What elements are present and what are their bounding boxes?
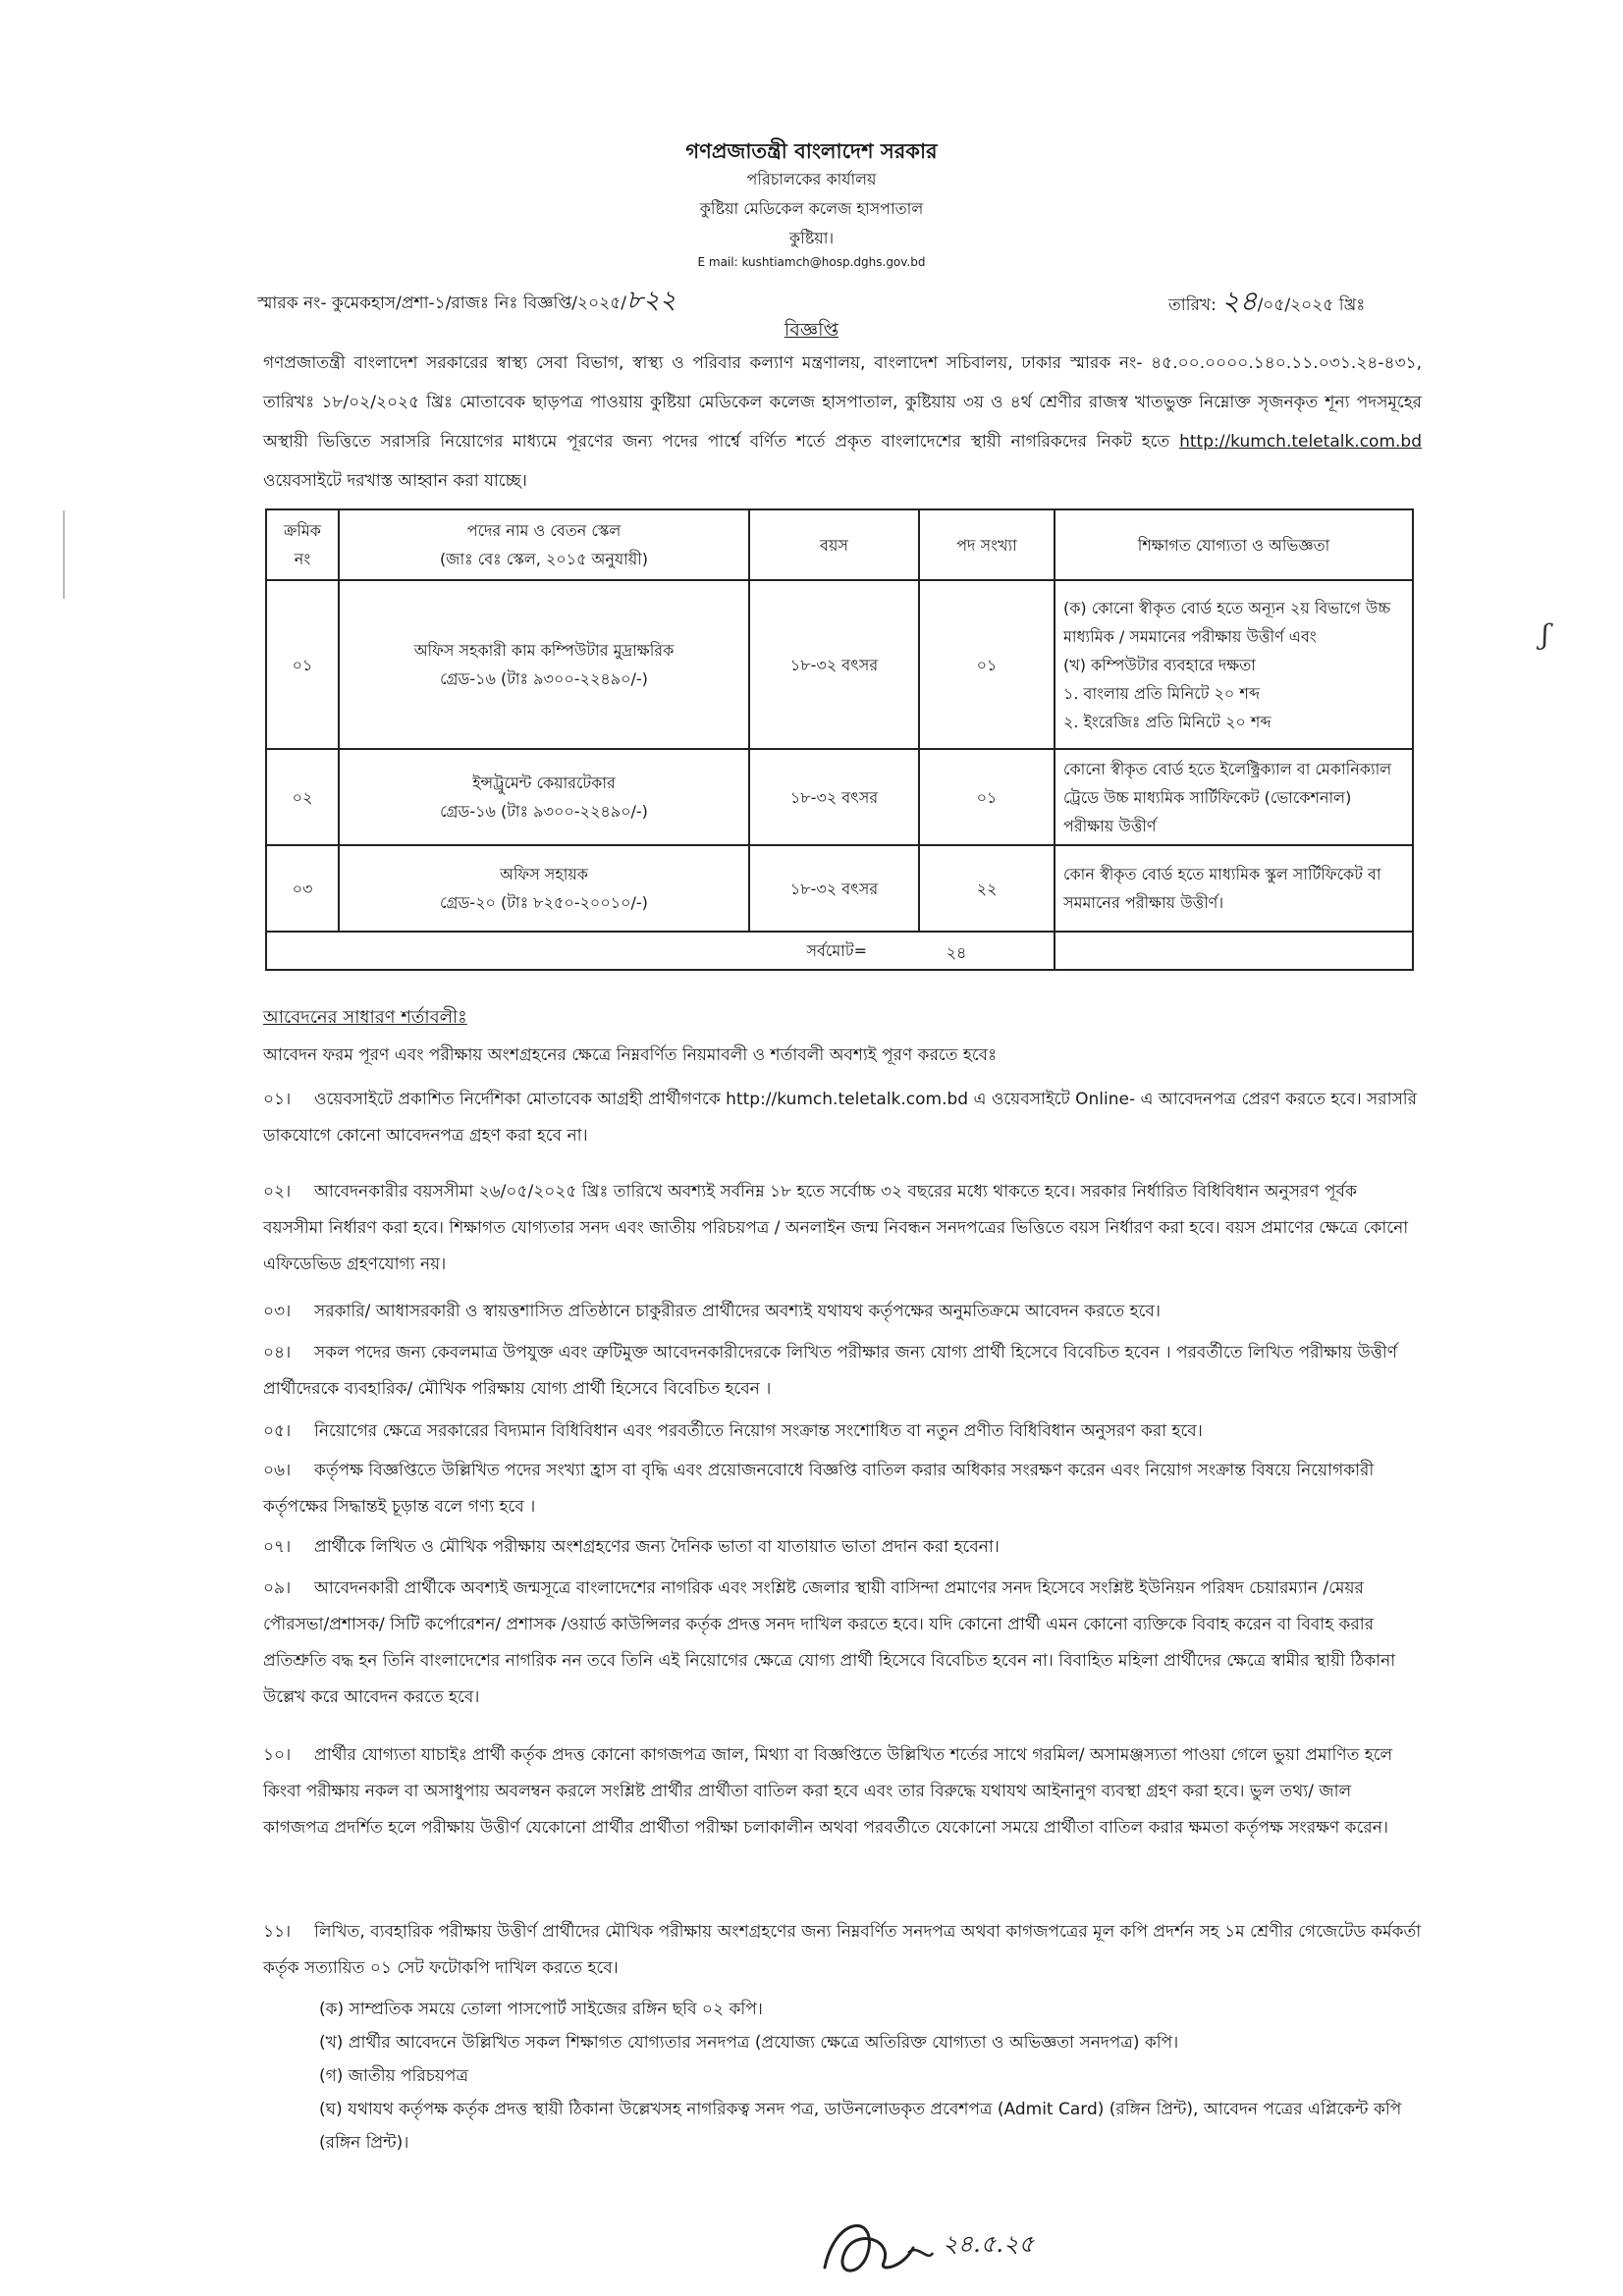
document-item: (ক) সাম্প্রতিক সময়ে তোলা পাসপোর্ট সাইজের রঙ্গিন ছবি ০২ কপি। — [319, 2000, 763, 2019]
condition-item — [263, 1294, 1422, 1330]
memo-ref-label: স্মারক নং- কুমেকহাস/প্রশা-১/রাজঃ নিঃ বিজ্ঞপ্তি/২০২৫/ — [257, 294, 626, 313]
row-age: ১৮-৩২ বৎসর — [749, 845, 919, 932]
row-serial: ০১ — [266, 580, 339, 749]
memo-ref-handwritten: ৮২২ — [625, 286, 676, 315]
row-post-grade: গ্রেড-২০ (টাঃ ৮২৫০-২০০১০/-) — [440, 893, 648, 912]
table-row — [266, 580, 1413, 749]
condition-text: ওয়েবসাইটে প্রকাশিত নির্দেশিকা মোতাবেক আগ্রহী প্রার্থীগণকে http://kumch.teletalk.com.bd এ ওয়েবসাইটে Online- এ আবেদনপত্র প্রেরণ করতে হবে। সরাসরি ডাকযোগে কোনো আবেদনপত্র গ্রহণ করা হবে না। — [263, 1090, 1418, 1146]
row-age: ১৮-৩২ বৎসর — [749, 580, 919, 749]
table-header-row — [266, 509, 1413, 580]
govt-title: গণপ্রজাতন্ত্রী বাংলাদেশ সরকার — [685, 139, 938, 163]
row-count: ০১ — [919, 580, 1055, 749]
office-name: পরিচালকের কার্যালয় — [746, 170, 877, 188]
table-row — [266, 749, 1413, 845]
condition-text: কর্তৃপক্ষ বিজ্ঞপ্তিতে উল্লিখিত পদের সংখ্যা হ্রাস বা বৃদ্ধি এবং প্রয়োজনবোধে বিজ্ঞপ্তি বাতিল করার অধিকার সংরক্ষণ করেন এবং নিয়োগ সংক্রান্ত বিষয়ে নিয়োগকারী কর্তৃপক্ষের সিদ্ধান্তই চূড়ান্ত বলে গণ্য হবে । — [263, 1461, 1375, 1517]
header-post-sub: (জাঃ বেঃ স্কেল, ২০১৫ অনুযায়ী) — [439, 550, 649, 568]
document-item: (ঘ) যথাযথ কর্তৃপক্ষ কর্তৃক প্রদত্ত স্থায়ী ঠিকানা উল্লেখসহ নাগরিকত্ব সনদ পত্র, ডাউনলোডকৃত প্রবেশপত্র (Admit Card) (রঙ্গিন প্রিন্ট), আবেদন পত্রের এপ্লিকেন্ট কপি (রঙ্গিন প্রিন্ট)। — [319, 2100, 1402, 2153]
row-post — [339, 580, 749, 749]
qualification-line: কোনো স্বীকৃত বোর্ড হতে ইলেক্ট্রিক্যাল বা মেকানিক্যাল ট্রেডে উচ্চ মাধ্যমিক সার্টিফিকেট (ভোকেশনাল) পরীক্ষায় উত্তীর্ণ — [1063, 759, 1392, 835]
condition-number: ০৩। — [263, 1302, 292, 1321]
memo-date-handwritten: ২৪ — [1221, 285, 1258, 317]
row-serial: ০২ — [266, 749, 339, 845]
row-post — [339, 845, 749, 932]
row-age: ১৮-৩২ বৎসর — [749, 749, 919, 845]
condition-number: ০১। — [263, 1090, 292, 1109]
qualification-line: কোন স্বীকৃত বোর্ড হতে মাধ্যমিক স্কুল সার্টিফিকেট বা সমমানের পরীক্ষায় উত্তীর্ণ। — [1063, 865, 1381, 912]
document-item: (খ) প্রার্থীর আবেদনে উল্লিখিত সকল শিক্ষাগত যোগ্যতার সনদপত্র (প্রযোজ্য ক্ষেত্রে অতিরিক্ত যোগ্যতা ও অভিজ্ঞতা সনদপত্র) কপি। — [319, 2033, 1179, 2053]
qualification-line: (ক) কোনো স্বীকৃত বোর্ড হতে অন্যূন ২য় বিভাগে উচ্চ মাধ্যমিক / সমমানের পরীক্ষায় উত্তীর্ণ এবং — [1063, 598, 1391, 646]
intro-link[interactable]: http://kumch.teletalk.com.bd — [1179, 432, 1423, 452]
table-total-row — [266, 932, 1413, 970]
condition-text: নিয়োগের ক্ষেত্রে সরকারের বিদ্যমান বিধিবিধান এবং পরবর্তীতে নিয়োগ সংক্রান্ত সংশোধিত বা নতুন প্রণীত বিধিবিধান অনুসরণ করা হবে। — [314, 1421, 1203, 1441]
condition-item — [263, 1914, 1422, 1987]
total-value: ২৪ — [946, 943, 967, 962]
header-post — [339, 509, 749, 580]
condition-text: আবেদনকারীর বয়সসীমা ২৬/০৫/২০২৫ খ্রিঃ তারিখে অবশ্যই সর্বনিম্ন ১৮ হতে সর্বোচ্চ ৩২ বছরের মধ্যে থাকতে হবে। সরকার নির্ধারিত বিধিবিধান অনুসরণ পূর্বক বয়সসীমা নির্ধারণ করা হবে। শিক্ষাগত যোগ্যতার সনদ এবং জাতীয় পরিচয়পত্র / অনলাইন জন্ম নিবন্ধন সনদপত্রের ভিত্তিতে বয়স নির্ধারণ করা হবে। বয়স প্রমাণের ক্ষেত্রে কোনো এফিডেভিড গ্রহণযোগ্য নয়। — [263, 1182, 1409, 1274]
condition-number: ১০। — [263, 1745, 292, 1765]
row-qualification — [1055, 580, 1413, 749]
condition-item — [263, 1414, 1422, 1450]
district-name: কুষ্টিয়া। — [788, 229, 835, 247]
total-value-cell — [1055, 932, 1413, 970]
condition-item — [263, 1453, 1422, 1525]
intro-paragraph — [263, 344, 1422, 501]
condition-number: ০৪। — [263, 1343, 292, 1362]
row-qualification — [1055, 749, 1413, 845]
qualification-line: ১. বাংলায় প্রতি মিনিটে ২০ শব্দ — [1063, 683, 1261, 703]
intro-text: গণপ্রজাতন্ত্রী বাংলাদেশ সরকারের স্বাস্থ্য সেবা বিভাগ, স্বাস্থ্য ও পরিবার কল্যাণ মন্ত্রণালয়, বাংলাদেশ সচিবালয়, ঢাকার স্মারক নং- ৪৫.০০.০০০০.১৪০.১১.০৩১.২৪-৪৩১, তারিখঃ ১৮/০২/২০২৫ খ্রিঃ মোতাবেক ছাড়পত্র পাওয়ায় কুষ্টিয়া মেডিকেল কলেজ হাসপাতাল, কুষ্টিয়ায় ৩য় ও ৪র্থ শ্রেণীর রাজস্ব খাতভুক্ত নিম্নোক্ত সৃজনকৃত শূন্য পদসমূহের অস্থায়ী ভিত্তিতে সরাসরি নিয়োগের মাধ্যমে পূরণের জন্য পদের পার্শ্বে বর্ণিত শর্তে প্রকৃত বাংলাদেশের স্থায়ী নাগরিকদের নিকট হতে — [263, 353, 1422, 452]
condition-item — [263, 1529, 1422, 1566]
condition-text: প্রার্থীর যোগ্যতা যাচাইঃ প্রার্থী কর্তৃক প্রদত্ত কোনো কাগজপত্র জাল, মিথ্যা বা বিজ্ঞপ্তিতে উল্লিখিত শর্তের সাথে গরমিল/ অসামঞ্জস্যতা পাওয়া গেলে ভুয়া প্রমাণিত হলে কিংবা পরীক্ষায় নকল বা অসাধুপায় অবলম্বন করলে সংশ্লিষ্ট প্রার্থীর প্রার্থীতা বাতিল করা হবে এবং তার বিরুদ্ধে যথাযথ আইনানুগ ব্যবস্থা গ্রহণ করা হবে। ভুল তথ্য/ জাল কাগজপত্র প্রদর্শিত হলে পরীক্ষায় উত্তীর্ণ যেকোনো প্রার্থীর প্রার্থীতা পরীক্ষা চলাকালীন অথবা পরবর্তীতে যেকোনো সময়ে প্রার্থীতা বাতিল করার ক্ষমতা কর্তৃপক্ষ সংরক্ষণ করেন। — [263, 1745, 1393, 1838]
condition-item — [263, 1335, 1422, 1408]
row-qualification — [1055, 845, 1413, 932]
condition-number: ০৬। — [263, 1461, 292, 1480]
row-post-name: অফিস সহকারী কাম কম্পিউটার মুদ্রাক্ষরিক — [413, 641, 675, 660]
condition-item — [263, 1174, 1422, 1283]
hospital-name: কুষ্টিয়া মেডিকেল কলেজ হাসপাতাল — [699, 199, 924, 218]
table-row — [266, 845, 1413, 932]
total-label: সর্বমোট= — [266, 932, 1055, 970]
header-count: পদ সংখ্যা — [919, 509, 1055, 580]
condition-text: সকল পদের জন্য কেবলমাত্র উপযুক্ত এবং ত্রুটিমুক্ত আবেদনকারীদেরকে লিখিত পরীক্ষার জন্য যোগ্য প্রার্থী হিসেবে বিবেচিত হবেন । পরবর্তীতে লিখিত পরীক্ষায় উত্তীর্ণ প্রার্থীদেরকে ব্যবহারিক/ মৌখিক পরিক্ষায় যোগ্য প্রার্থী হিসেবে বিবেচিত হবেন । — [263, 1343, 1398, 1399]
document-item: (গ) জাতীয় পরিচয়পত্র — [319, 2066, 468, 2086]
signature-date: ২৪.৫.২৫ — [943, 2230, 1035, 2258]
header-qualification: শিক্ষাগত যোগ্যতা ও অভিজ্ঞতা — [1055, 509, 1413, 580]
condition-text: প্রার্থীকে লিখিত ও মৌখিক পরীক্ষায় অংশগ্রহণের জন্য দৈনিক ভাতা বা যাতায়াত ভাতা প্রদান করা হবেনা। — [314, 1537, 1000, 1557]
row-count: ০১ — [919, 749, 1055, 845]
intro-tail: ওয়েবসাইটে দরখাস্ত আহ্বান করা যাচ্ছে। — [263, 471, 527, 491]
qualification-line: (খ) কম্পিউটার ব্যবহারে দক্ষতা — [1063, 655, 1256, 674]
row-post — [339, 749, 749, 845]
memo-date-label: তারিখ: — [1168, 295, 1217, 315]
condition-text: আবেদনকারী প্রার্থীকে অবশ্যই জন্মসূত্রে বাংলাদেশের নাগরিক এবং সংশ্লিষ্ট জেলার স্থায়ী বাসিন্দা প্রমাণের সনদ হিসেবে সংশ্লিষ্ট ইউনিয়ন পরিষদ চেয়ারম্যান /মেয়র পৌরসভা/প্রশাসক/ সিটি কর্পোরেশন/ প্রশাসক /ওয়ার্ড কাউন্সিলর কর্তৃক প্রদত্ত সনদ দাখিল করতে হবে। যদি কোনো প্রার্থী এমন কোনো ব্যক্তিকে বিবাহ করেন বা বিবাহ করার প্রতিশ্রুতি বদ্ধ হন তিনি বাংলাদেশের নাগরিক নন তবে তিনি এই নিয়োগের ক্ষেত্রে যোগ্য প্রার্থী হিসেবে বিবেচিত হবেন না। বিবাহিত মহিলা প্রার্থীদের ক্ষেত্রে স্বামীর স্থায়ী ঠিকানা উল্লেখ করে আবেদন করতে হবে। — [263, 1578, 1396, 1707]
condition-number: ০২। — [263, 1182, 292, 1201]
row-count: ২২ — [919, 845, 1055, 932]
condition-number: ০৯। — [263, 1578, 292, 1598]
header-serial: ক্রমিক নং — [266, 509, 339, 580]
header-post-title: পদের নাম ও বেতন স্কেল — [466, 521, 622, 540]
conditions-heading — [263, 1003, 467, 1034]
condition-item — [263, 1571, 1422, 1716]
conditions-heading-text: আবেদনের সাধারণ শর্তাবলীঃ — [263, 1007, 467, 1028]
condition-item — [263, 1737, 1422, 1846]
conditions-lead: আবেদন ফরম পূরণ এবং পরীক্ষায় অংশগ্রহনের ক্ষেত্রে নিম্নবর্ণিত নিয়মাবলী ও শর্তাবলী অবশ্যই পূরণ করতে হবেঃ — [263, 1045, 998, 1065]
row-post-name: ইন্সট্রুমেন্ট কেয়ারটেকার — [472, 774, 616, 792]
row-post-grade: গ্রেড-১৬ (টাঃ ৯৩০০-২২৪৯০/-) — [440, 669, 648, 688]
signature — [815, 2209, 1051, 2292]
condition-number: ১১। — [263, 1922, 292, 1942]
row-post-grade: গ্রেড-১৬ (টাঃ ৯৩০০-২২৪৯০/-) — [440, 802, 648, 821]
notice-title-text: বিজ্ঞপ্তি — [784, 319, 839, 341]
email-line: E mail: kushtiamch@hosp.dghs.gov.bd — [697, 255, 926, 269]
row-serial: ০৩ — [266, 845, 339, 932]
condition-text: সরকারি/ আধাসরকারী ও স্বায়ত্তশাসিত প্রতিষ্ঠানে চাকুরীরত প্রার্থীদের অবশ্যই যথাযথ কর্তৃপক্ষের অনুমতিক্রমে আবেদন করতে হবে। — [314, 1302, 1161, 1321]
condition-item — [263, 1082, 1422, 1154]
scan-mark — [63, 510, 65, 599]
memo-date-rest: /০৫/২০২৫ খ্রিঃ — [1257, 295, 1366, 315]
margin-mark: ʃ — [1542, 618, 1549, 651]
condition-text: লিখিত, ব্যবহারিক পরীক্ষায় উত্তীর্ণ প্রার্থীদের মৌখিক পরীক্ষায় অংশগ্রহণের জন্য নিম্নবর্ণিত সনদপত্র অথবা কাগজপত্রের মূল কপি প্রদর্শন সহ ১ম শ্রেণীর গেজেটেড কর্মকর্তা কর্তৃক সত্যায়িত ০১ সেট ফটোকপি দাখিল করতে হবে। — [263, 1922, 1422, 1978]
row-post-name: অফিস সহায়ক — [499, 865, 589, 883]
qualification-line: ২. ইংরেজিঃ প্রতি মিনিটে ২০ শব্দ — [1063, 712, 1271, 731]
jobs-table — [265, 508, 1414, 971]
condition-number: ০৭। — [263, 1537, 292, 1557]
header-age: বয়স — [749, 509, 919, 580]
condition-number: ০৫। — [263, 1421, 292, 1441]
